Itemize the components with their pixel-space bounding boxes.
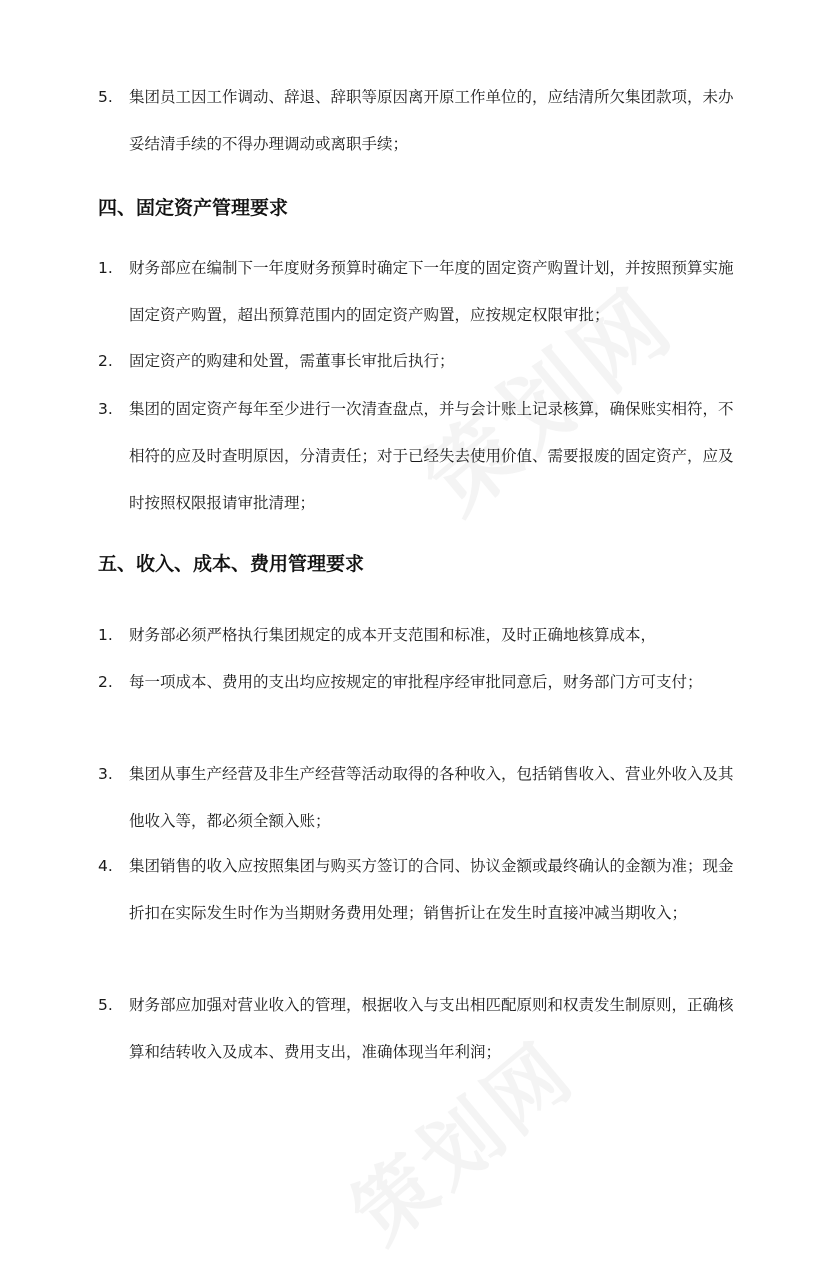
list-item-number: 2.	[98, 352, 113, 370]
section-heading: 四、固定资产管理要求	[98, 197, 289, 219]
list-item-number: 5.	[98, 996, 113, 1014]
list-item	[98, 843, 738, 937]
list-item-text: 集团员工因工作调动、辞退、辞职等原因离开原工作单位的，应结清所欠集团款项，未办妥结清手续的不得办理调动或离职手续；	[129, 88, 734, 153]
list-item	[98, 659, 738, 706]
list-item	[98, 751, 738, 845]
list-item-number: 1.	[98, 626, 113, 644]
list-item-number: 4.	[98, 857, 113, 875]
list-item-number: 3.	[98, 400, 113, 418]
list-item	[98, 338, 738, 385]
list-item	[98, 982, 738, 1076]
list-item-text: 固定资产的购建和处置，需董事长审批后执行；	[129, 352, 455, 370]
list-item-number: 1.	[98, 259, 113, 277]
list-item	[98, 74, 738, 168]
list-item-text: 集团从事生产经营及非生产经营等活动取得的各种收入，包括销售收入、营业外收入及其他收入等，都必须全额入账；	[129, 765, 734, 830]
list-item-number: 3.	[98, 765, 113, 783]
list-item-text: 每一项成本、费用的支出均应按规定的审批程序经审批同意后，财务部门方可支付；	[129, 673, 703, 691]
section-heading: 五、收入、成本、费用管理要求	[98, 553, 365, 575]
list-item-text: 集团销售的收入应按照集团与购买方签订的合同、协议金额或最终确认的金额为准；现金折扣在实际发生时作为当期财务费用处理；销售折让在发生时直接冲减当期收入；	[129, 857, 734, 922]
list-item	[98, 245, 738, 339]
list-item-text: 财务部应在编制下一年度财务预算时确定下一年度的固定资产购置计划，并按照预算实施固定资产购置，超出预算范围内的固定资产购置，应按规定权限审批；	[129, 259, 734, 324]
list-item-number: 2.	[98, 673, 113, 691]
list-item-text: 财务部必须严格执行集团规定的成本开支范围和标准，及时正确地核算成本，	[129, 626, 657, 644]
list-item	[98, 386, 738, 527]
list-item-number: 5.	[98, 88, 113, 106]
list-item-text: 集团的固定资产每年至少进行一次清查盘点，并与会计账上记录核算，确保账实相符，不相符的应及时查明原因，分清责任；对于已经失去使用价值、需要报废的固定资产，应及时按照权限报请审批清理；	[129, 400, 734, 512]
list-item-text: 财务部应加强对营业收入的管理，根据收入与支出相匹配原则和权责发生制原则，正确核算和结转收入及成本、费用支出，准确体现当年利润；	[129, 996, 734, 1061]
list-item	[98, 612, 738, 659]
